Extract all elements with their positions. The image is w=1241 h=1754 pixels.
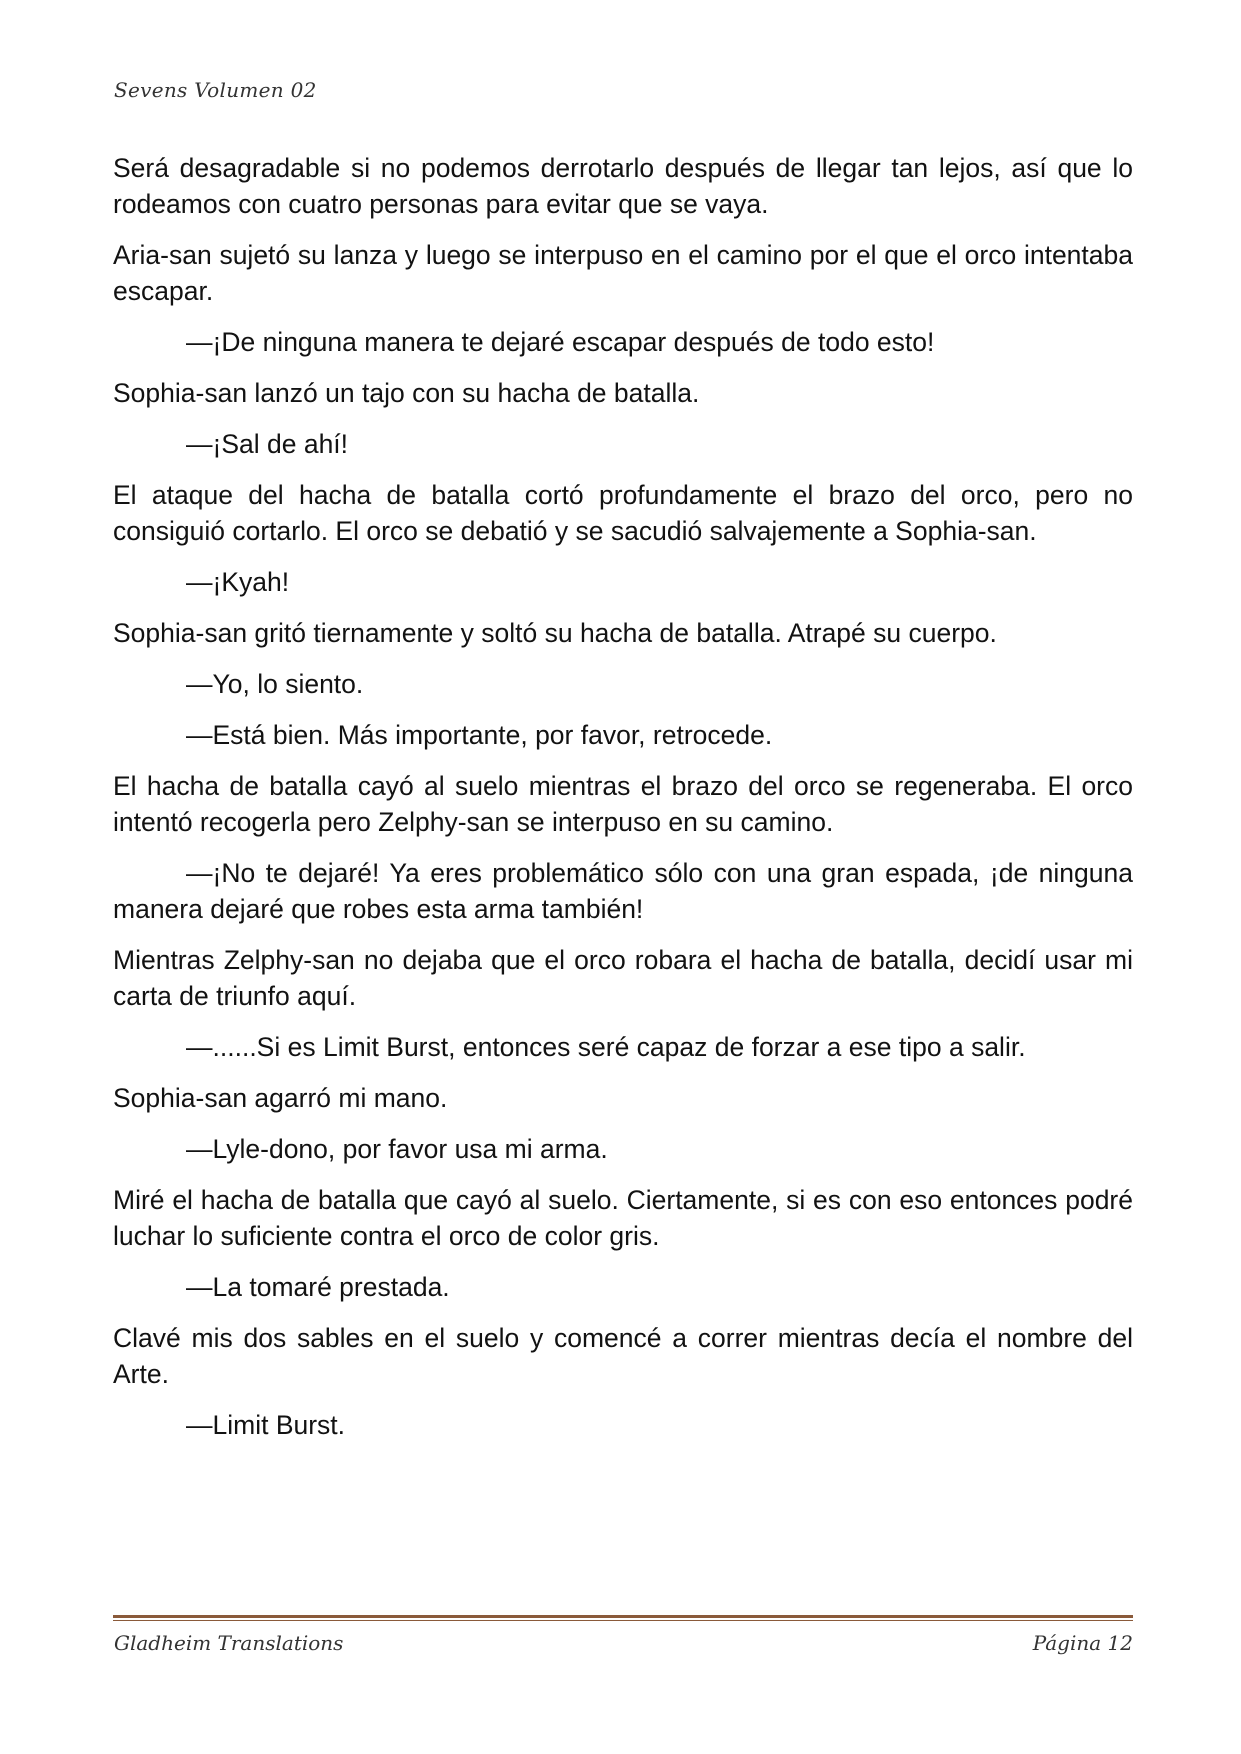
dialogue-line: —Yo, lo siento. (186, 669, 364, 699)
paragraph: Clavé mis dos sables en el suelo y comencé a correr mientras decía el nombre del Arte. (113, 1323, 1133, 1389)
footer-divider (113, 1615, 1133, 1621)
dialogue-line: —¡Kyah! (186, 567, 290, 597)
dialogue-line: —¡Sal de ahí! (186, 429, 349, 459)
paragraph: Sophia-san gritó tiernamente y soltó su hacha de batalla. Atrapé su cuerpo. (113, 618, 997, 648)
paragraph: Será desagradable si no podemos derrotarlo después de llegar tan lejos, así que lo rodeamos con cuatro personas para evitar que se vaya. (113, 153, 1133, 219)
dialogue-line: —......Si es Limit Burst, entonces seré capaz de forzar a ese tipo a salir. (186, 1032, 1026, 1062)
paragraph: Miré el hacha de batalla que cayó al suelo. Ciertamente, si es con eso entonces podré luchar lo suficiente contra el orco de color gris. (113, 1185, 1133, 1251)
paragraph: Aria-san sujetó su lanza y luego se interpuso en el camino por el que el orco intentaba escapar. (113, 240, 1133, 306)
paragraph: Sophia-san agarró mi mano. (113, 1083, 448, 1113)
running-header: Sevens Volumen 02 (114, 78, 317, 102)
paragraph: El hacha de batalla cayó al suelo mientras el brazo del orco se regeneraba. El orco intentó recogerla pero Zelphy-san se interpuso en su camino. (113, 771, 1133, 837)
dialogue-line: —Lyle-dono, por favor usa mi arma. (186, 1134, 608, 1164)
paragraph: Mientras Zelphy-san no dejaba que el orco robara el hacha de batalla, decidí usar mi carta de triunfo aquí. (113, 945, 1133, 1011)
dialogue-line: —¡De ninguna manera te dejaré escapar después de todo esto! (186, 327, 935, 357)
paragraph: El ataque del hacha de batalla cortó profundamente el brazo del orco, pero no consiguió cortarlo. El orco se debatió y se sacudió salvajemente a Sophia-san. (113, 480, 1133, 546)
dialogue-line: —La tomaré prestada. (186, 1272, 450, 1302)
paragraph: Sophia-san lanzó un tajo con su hacha de batalla. (113, 378, 700, 408)
body-text (113, 150, 1133, 1458)
dialogue-line: —Está bien. Más importante, por favor, retrocede. (186, 720, 773, 750)
dialogue-line: —Limit Burst. (186, 1410, 346, 1440)
dialogue-line: —¡No te dejaré! Ya eres problemático sólo con una gran espada, ¡de ninguna manera dejaré que robes esta arma también! (113, 858, 1133, 924)
page-number: Página 12 (1032, 1631, 1133, 1655)
footer-publisher: Gladheim Translations (114, 1631, 344, 1655)
